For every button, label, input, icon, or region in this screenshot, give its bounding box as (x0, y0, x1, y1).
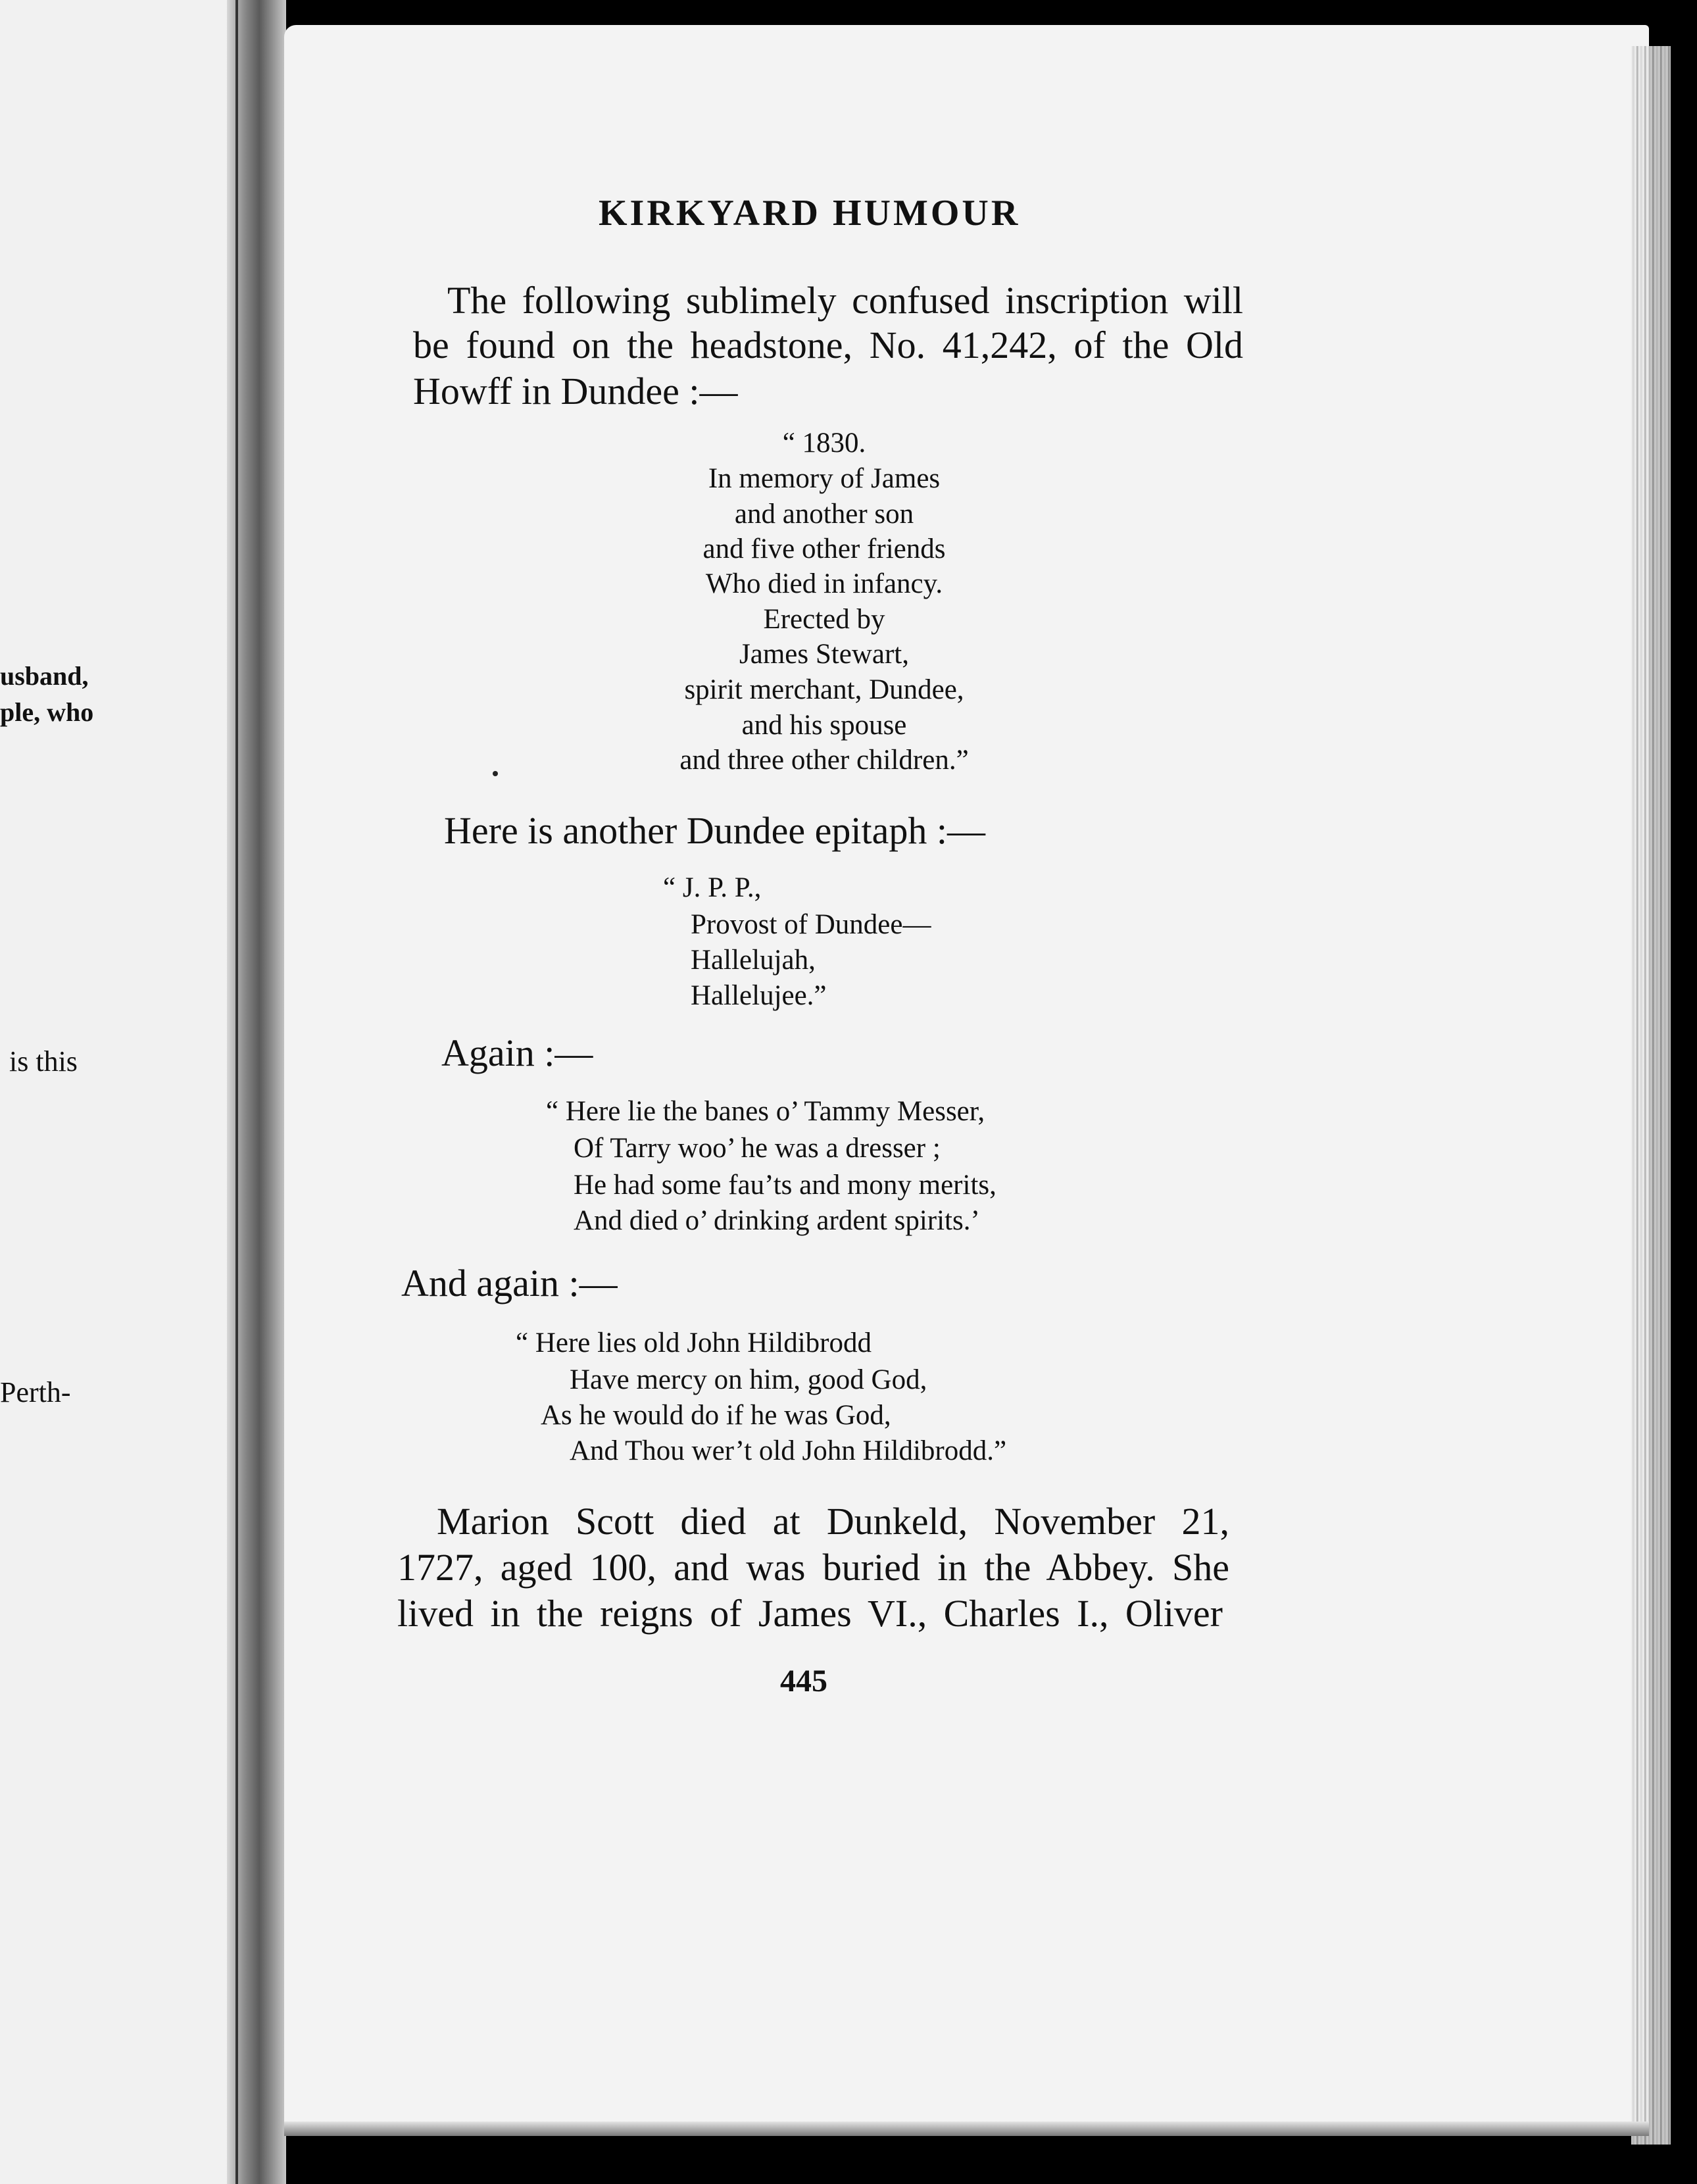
closing-line-2: 1727, aged 100, and was buried in the Abbey. She (397, 1546, 1229, 1589)
page-number: 445 (780, 1664, 827, 1699)
intro-line-3: Howff in Dundee :— (413, 370, 738, 412)
left-fragment-4: Perth- (0, 1376, 71, 1408)
page-edge-texture (1631, 46, 1671, 2145)
inscription-4-line-3: As he would do if he was God, (541, 1400, 891, 1431)
intro-line-1: The following sublimely confused inscription will (447, 279, 1243, 322)
inscription-1-line-4: and five other friends (702, 534, 946, 564)
inscription-3-line-4: And died o’ drinking ardent spirits.’ (574, 1205, 980, 1236)
inscription-2-line-2: Provost of Dundee— (691, 909, 931, 940)
left-fragment-3: is this (9, 1045, 78, 1078)
inscription-1-line-3: and another son (734, 499, 914, 530)
inscription-2-line-1: “ J. P. P., (663, 872, 762, 903)
closing-line-1: Marion Scott died at Dunkeld, November 21, (437, 1500, 1229, 1543)
inscription-1-line-8: spirit merchant, Dundee, (684, 674, 964, 705)
page-bottom-edge (284, 2122, 1649, 2136)
inscription-1-line-5: Who died in infancy. (705, 568, 943, 599)
print-speck (493, 771, 498, 776)
inscription-3-line-2: Of Tarry woo’ he was a dresser ; (574, 1133, 941, 1164)
intro-line-2: be found on the headstone, No. 41,242, of the Old (413, 324, 1243, 366)
inscription-4-line-2: Have mercy on him, good God, (570, 1364, 927, 1395)
left-fragment-2: ple, who (0, 697, 94, 727)
inscription-1-line-6: Erected by (763, 604, 885, 635)
inscription-1-line-2: In memory of James (708, 463, 941, 494)
inscription-1-line-1: “ 1830. (782, 428, 866, 459)
inscription-3-line-1: “ Here lie the banes o’ Tammy Messer, (546, 1096, 985, 1127)
inscription-4-line-1: “ Here lies old John Hildibrodd (516, 1328, 872, 1358)
intro-2: Here is another Dundee epitaph :— (444, 809, 985, 852)
inscription-2-line-3: Hallelujah, (691, 945, 816, 976)
gutter-shadow-line (235, 0, 238, 2184)
inscription-4-line-4: And Thou wer’t old John Hildibrodd.” (570, 1435, 1007, 1466)
inscription-1-line-9: and his spouse (741, 710, 907, 741)
left-fragment-1: usband, (0, 661, 89, 691)
inscription-3-line-3: He had some fau’ts and mony merits, (574, 1170, 996, 1201)
intro-3: Again :— (441, 1031, 593, 1074)
closing-line-3: lived in the reigns of James VI., Charles I., Oliver (397, 1592, 1223, 1635)
intro-4: And again :— (401, 1262, 618, 1304)
inscription-1-line-7: James Stewart, (739, 639, 909, 670)
left-facing-page (0, 0, 227, 2184)
inscription-2-line-4: Hallelujee.” (691, 980, 827, 1011)
page-title: KIRKYARD HUMOUR (599, 193, 1021, 234)
inscription-1-line-10: and three other children.” (679, 745, 969, 776)
